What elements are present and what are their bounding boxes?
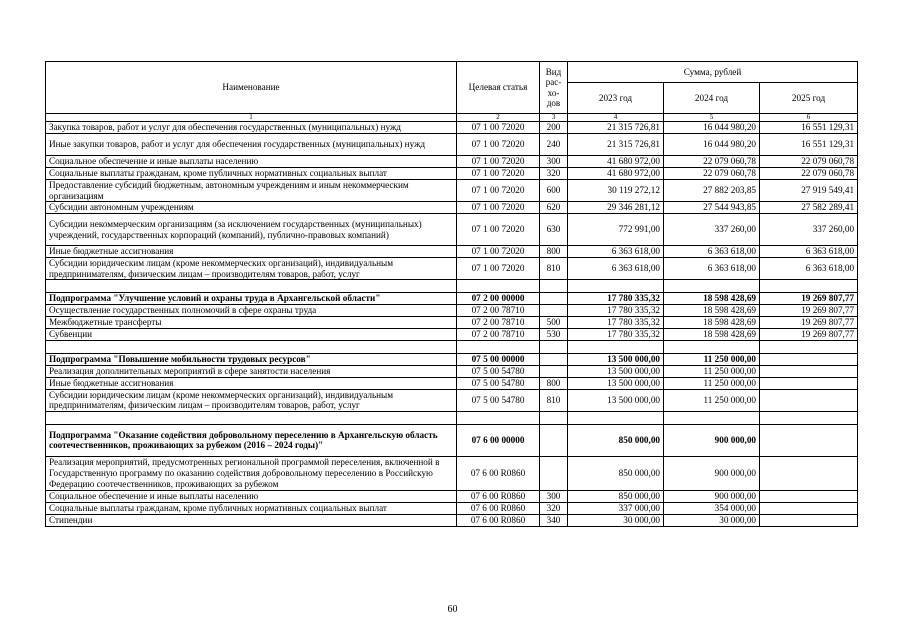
row-amount-2023: 21 315 726,81 [568,122,664,134]
row-name: Социальное обеспечение и иные выплаты населению [46,156,457,168]
row-amount-2023: 13 500 000,00 [568,365,664,377]
header-code: Целевая статья [457,62,540,114]
row-code: 07 1 00 72020 [457,168,540,180]
row-amount-2025 [760,424,858,456]
row-vid [540,293,568,305]
row-vid [540,280,568,293]
table-row [46,316,858,328]
row-amount-2025: 27 582 289,41 [760,202,858,214]
row-vid: 300 [540,156,568,168]
row-name [46,340,457,353]
row-amount-2024: 18 598 428,69 [664,316,760,328]
row-name: Субсидии юридическим лицам (кроме некоммерческих организаций), индивидуальным предпринимателям, физическим лицам – производителям товаров, работ, услуг [46,258,457,280]
header-year-2025: 2025 год [760,83,858,114]
row-amount-2023: 6 363 618,00 [568,258,664,280]
row-amount-2023: 337 000,00 [568,502,664,514]
row-amount-2024: 16 044 980,20 [664,134,760,156]
row-amount-2024: 900 000,00 [664,424,760,456]
row-amount-2024: 27 544 943,85 [664,202,760,214]
row-name: Субсидии некоммерческим организациям (за исключением государственных (муниципальных) учреждений, государственных корпораций (компаний), публично-правовых компаний) [46,214,457,246]
table-row [46,168,858,180]
row-vid [540,424,568,456]
row-amount-2024: 337 260,00 [664,214,760,246]
row-amount-2023: 30 000,00 [568,514,664,526]
table-row [46,180,858,202]
header-vid-line: хо- [547,87,560,98]
row-vid [540,365,568,377]
row-amount-2025: 19 269 807,77 [760,304,858,316]
row-amount-2024: 900 000,00 [664,456,760,490]
row-amount-2025: 19 269 807,77 [760,316,858,328]
row-amount-2023: 17 780 335,32 [568,316,664,328]
row-amount-2024: 18 598 428,69 [664,293,760,305]
row-amount-2024: 18 598 428,69 [664,328,760,340]
row-amount-2023: 41 680 972,00 [568,168,664,180]
row-amount-2025 [760,365,858,377]
row-name [46,411,457,424]
table-row [46,424,858,456]
row-amount-2023 [568,411,664,424]
table-row [46,258,858,280]
page-number: 60 [447,604,458,615]
header-name: Наименование [46,62,457,114]
row-amount-2025 [760,456,858,490]
row-amount-2023: 850 000,00 [568,490,664,502]
table-row [46,293,858,305]
row-vid: 620 [540,202,568,214]
row-code: 07 2 00 78710 [457,304,540,316]
row-vid [540,340,568,353]
table-row [46,156,858,168]
row-name: Иные закупки товаров, работ и услуг для обеспечения государственных (муниципальных) нужд [46,134,457,156]
table-row [46,328,858,340]
row-name: Предоставление субсидий бюджетным, автономным учреждениям и иным некоммерческим организациям [46,180,457,202]
table-row [46,389,858,411]
row-amount-2025: 19 269 807,77 [760,328,858,340]
row-code: 07 5 00 00000 [457,353,540,365]
table-row [46,304,858,316]
row-code: 07 5 00 54780 [457,377,540,389]
row-name: Стипендии [46,514,457,526]
table-body [46,122,858,527]
row-amount-2025: 16 551 129,31 [760,122,858,134]
row-code: 07 6 00 R0860 [457,490,540,502]
table-row [46,411,858,424]
row-vid: 320 [540,502,568,514]
row-code: 07 6 00 00000 [457,424,540,456]
table-row [46,490,858,502]
row-amount-2025 [760,340,858,353]
row-amount-2023 [568,340,664,353]
table-row [46,377,858,389]
row-amount-2025 [760,280,858,293]
row-amount-2024: 6 363 618,00 [664,246,760,258]
header-vid-line: Вид [545,67,562,78]
row-code: 07 1 00 72020 [457,122,540,134]
row-amount-2025: 19 269 807,77 [760,293,858,305]
header-vid-line: дов [546,97,561,108]
row-amount-2023: 17 780 335,32 [568,304,664,316]
row-amount-2024: 16 044 980,20 [664,122,760,134]
table-row [46,456,858,490]
row-amount-2024: 22 079 060,78 [664,168,760,180]
row-amount-2025: 22 079 060,78 [760,156,858,168]
row-amount-2023: 41 680 972,00 [568,156,664,168]
row-code: 07 6 00 R0860 [457,456,540,490]
row-code: 07 1 00 72020 [457,134,540,156]
row-vid: 630 [540,214,568,246]
row-code: 07 1 00 72020 [457,258,540,280]
row-name [46,280,457,293]
table-row [46,122,858,134]
row-code: 07 2 00 78710 [457,328,540,340]
row-amount-2025 [760,490,858,502]
row-code [457,411,540,424]
row-name: Социальные выплаты гражданам, кроме публичных нормативных социальных выплат [46,502,457,514]
table-row [46,365,858,377]
row-code: 07 1 00 72020 [457,180,540,202]
row-code: 07 6 00 R0860 [457,502,540,514]
row-amount-2024: 30 000,00 [664,514,760,526]
header-year-2024: 2024 год [664,83,760,114]
table-row [46,353,858,365]
row-amount-2023: 29 346 281,12 [568,202,664,214]
row-code [457,340,540,353]
row-amount-2023: 21 315 726,81 [568,134,664,156]
row-vid [540,353,568,365]
column-number: 5 [664,114,760,122]
row-amount-2025: 337 260,00 [760,214,858,246]
row-amount-2024: 11 250 000,00 [664,365,760,377]
row-vid [540,411,568,424]
row-amount-2024: 18 598 428,69 [664,304,760,316]
row-amount-2025: 22 079 060,78 [760,168,858,180]
row-amount-2025: 6 363 618,00 [760,246,858,258]
row-vid: 340 [540,514,568,526]
row-name: Субвенции [46,328,457,340]
row-amount-2024: 22 079 060,78 [664,156,760,168]
header-year-2023: 2023 год [568,83,664,114]
row-vid: 500 [540,316,568,328]
row-code: 07 2 00 00000 [457,293,540,305]
row-amount-2024: 11 250 000,00 [664,353,760,365]
row-name: Осуществление государственных полномочий в сфере охраны труда [46,304,457,316]
row-name: Закупка товаров, работ и услуг для обеспечения государственных (муниципальных) нужд [46,122,457,134]
row-code: 07 1 00 72020 [457,156,540,168]
row-amount-2023: 30 119 272,12 [568,180,664,202]
row-vid: 300 [540,490,568,502]
row-name: Иные бюджетные ассигнования [46,246,457,258]
row-vid: 240 [540,134,568,156]
row-code: 07 1 00 72020 [457,202,540,214]
row-vid: 800 [540,377,568,389]
row-name: Субсидии юридическим лицам (кроме некоммерческих организаций), индивидуальным предпринимателям, физическим лицам – производителям товаров, работ, услуг [46,389,457,411]
row-amount-2024: 11 250 000,00 [664,389,760,411]
row-vid: 600 [540,180,568,202]
row-name: Реализация мероприятий, предусмотренных региональной программой переселения, включенной в Государственную программу по оказанию содействия добровольному переселению в Российскую Федерацию соотечественников, проживающих за рубежом [46,456,457,490]
row-name: Субсидии автономным учреждениям [46,202,457,214]
row-name: Подпрограмма "Повышение мобильности трудовых ресурсов" [46,353,457,365]
row-amount-2025 [760,411,858,424]
row-amount-2024: 900 000,00 [664,490,760,502]
row-amount-2024 [664,340,760,353]
row-amount-2025 [760,353,858,365]
row-code: 07 6 00 R0860 [457,514,540,526]
row-code: 07 5 00 54780 [457,365,540,377]
row-code: 07 2 00 78710 [457,316,540,328]
row-name: Социальное обеспечение и иные выплаты населению [46,490,457,502]
row-amount-2025 [760,377,858,389]
row-amount-2025 [760,389,858,411]
row-vid: 800 [540,246,568,258]
row-amount-2023: 17 780 335,32 [568,293,664,305]
row-amount-2023: 13 500 000,00 [568,389,664,411]
column-number: 4 [568,114,664,122]
row-vid [540,304,568,316]
column-number: 2 [457,114,540,122]
table-row [46,280,858,293]
table-row [46,246,858,258]
row-amount-2024: 6 363 618,00 [664,258,760,280]
row-amount-2023: 6 363 618,00 [568,246,664,258]
header-vid-line: рас- [545,77,562,88]
table-row [46,214,858,246]
row-name: Подпрограмма "Улучшение условий и охраны труда в Архангельской области" [46,293,457,305]
row-amount-2023: 13 500 000,00 [568,377,664,389]
row-amount-2025: 16 551 129,31 [760,134,858,156]
row-amount-2023: 850 000,00 [568,456,664,490]
row-code: 07 1 00 72020 [457,214,540,246]
row-name: Иные бюджетные ассигнования [46,377,457,389]
row-name: Реализация дополнительных мероприятий в сфере занятости населения [46,365,457,377]
table-row [46,202,858,214]
row-vid: 810 [540,258,568,280]
table-row [46,502,858,514]
header-sum: Сумма, рублей [568,62,858,83]
row-amount-2025: 27 919 549,41 [760,180,858,202]
column-number: 1 [46,114,457,122]
row-code [457,280,540,293]
row-amount-2023: 17 780 335,32 [568,328,664,340]
column-number: 3 [540,114,568,122]
row-amount-2023 [568,280,664,293]
row-amount-2025 [760,514,858,526]
row-code: 07 5 00 54780 [457,389,540,411]
row-vid: 320 [540,168,568,180]
row-amount-2023: 772 991,00 [568,214,664,246]
row-name: Подпрограмма "Оказание содействия добровольному переселению в Архангельскую область соотечественников, проживающих за рубежом (2016 – 2024 годы)" [46,424,457,456]
table-row [46,134,858,156]
row-vid: 810 [540,389,568,411]
row-amount-2023: 13 500 000,00 [568,353,664,365]
row-code: 07 1 00 72020 [457,246,540,258]
row-amount-2025: 6 363 618,00 [760,258,858,280]
row-amount-2024: 354 000,00 [664,502,760,514]
row-amount-2024: 27 882 203,85 [664,180,760,202]
row-vid: 200 [540,122,568,134]
row-name: Межбюджетные трансферты [46,316,457,328]
row-vid [540,456,568,490]
row-amount-2024: 11 250 000,00 [664,377,760,389]
budget-table [45,61,858,527]
row-amount-2025 [760,502,858,514]
row-amount-2023: 850 000,00 [568,424,664,456]
row-name: Социальные выплаты гражданам, кроме публичных нормативных социальных выплат [46,168,457,180]
table-row [46,514,858,526]
row-amount-2024 [664,280,760,293]
row-amount-2024 [664,411,760,424]
header-vid [540,62,568,114]
table-row [46,340,858,353]
column-number: 6 [760,114,858,122]
row-vid: 530 [540,328,568,340]
